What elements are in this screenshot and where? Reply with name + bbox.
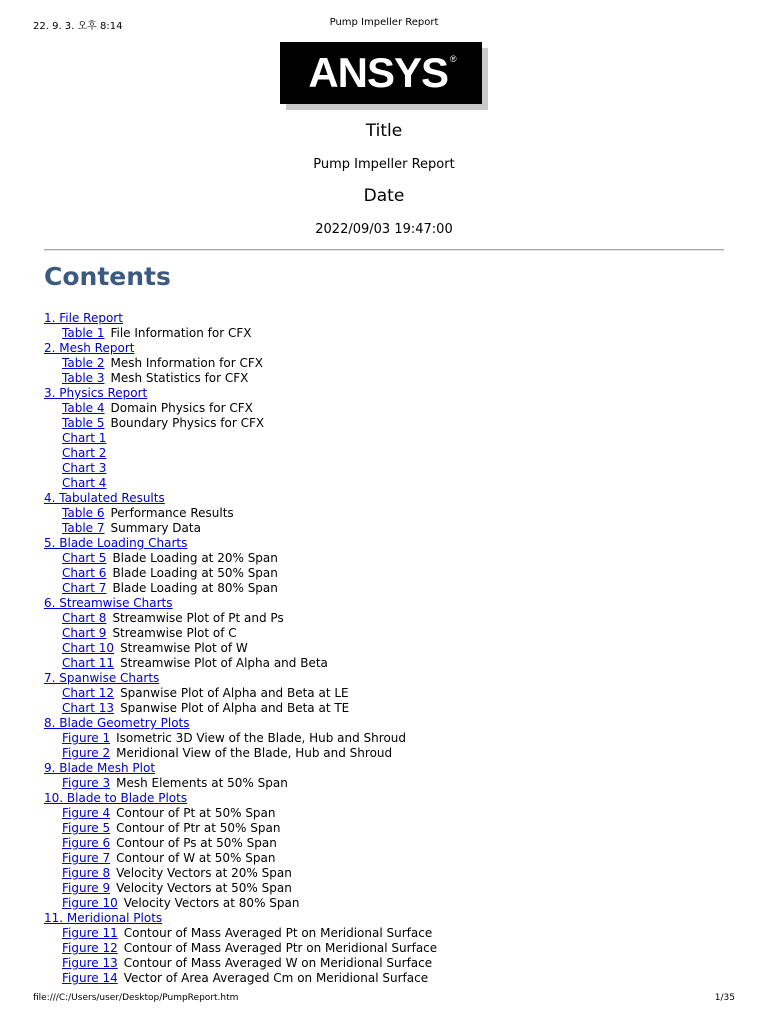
toc-subentry-link[interactable]: Chart 13 [62,701,115,715]
print-footer-path: file:///C:/Users/user/Desktop/PumpReport.htm [33,993,239,1003]
toc-subentry [44,776,734,791]
toc-subentry-link[interactable]: Table 5 [62,416,105,430]
toc-subentry-link[interactable]: Table 7 [62,521,105,535]
toc-entry-description: Isometric 3D View of the Blade, Hub and Shroud [116,731,407,745]
toc-subentry [44,476,734,491]
toc-subentry-link[interactable]: Chart 10 [62,641,115,655]
toc-entry-description: Summary Data [110,521,201,535]
toc-subentry-link[interactable]: Figure 8 [62,866,111,880]
toc-subentry [44,416,734,431]
toc-subentry-link[interactable]: Figure 5 [62,821,111,835]
toc-entry-description: Streamwise Plot of C [112,626,237,640]
toc-subentry [44,686,734,701]
toc-entry-description: Blade Loading at 20% Span [112,551,278,565]
toc-section [44,716,734,731]
title-label: Title [365,121,403,141]
toc-entry-description: Mesh Elements at 50% Span [116,776,288,790]
toc-subentry [44,521,734,536]
toc-section [44,671,734,686]
toc-entry-description: Mesh Statistics for CFX [110,371,249,385]
toc-subentry [44,611,734,626]
toc-section-link[interactable]: 2. Mesh Report [44,341,135,355]
toc-subentry [44,326,734,341]
toc-section [44,596,734,611]
logo-registered-mark: ® [450,54,456,64]
toc-subentry-link[interactable]: Table 4 [62,401,105,415]
toc-subentry-link[interactable]: Table 6 [62,506,105,520]
toc-section-link[interactable]: 1. File Report [44,311,123,325]
toc-entry-description: Boundary Physics for CFX [110,416,265,430]
toc-entry-description: Spanwise Plot of Alpha and Beta at TE [120,701,350,715]
toc-subentry [44,641,734,656]
toc-subentry [44,746,734,761]
horizontal-rule [44,249,724,251]
toc-subentry [44,971,734,986]
toc-section-link[interactable]: 9. Blade Mesh Plot [44,761,156,775]
print-header-datetime: 22. 9. 3. 오후 8:14 [33,21,123,32]
toc-subentry-link[interactable]: Figure 6 [62,836,111,850]
toc-subentry-link[interactable]: Chart 9 [62,626,107,640]
toc-subentry-link[interactable]: Chart 3 [62,461,107,475]
toc-section-link[interactable]: 7. Spanwise Charts [44,671,160,685]
toc-section [44,761,734,776]
toc-subentry [44,866,734,881]
toc-section-link[interactable]: 5. Blade Loading Charts [44,536,188,550]
toc-entry-description: Velocity Vectors at 80% Span [123,896,300,910]
toc-entry-description: Meridional View of the Blade, Hub and Shroud [116,746,393,760]
toc-section-link[interactable]: 3. Physics Report [44,386,148,400]
toc-subentry-link[interactable]: Chart 7 [62,581,107,595]
table-of-contents [44,311,734,986]
toc-subentry [44,431,734,446]
toc-subentry [44,551,734,566]
toc-subentry-link[interactable]: Chart 4 [62,476,107,490]
toc-subentry [44,701,734,716]
toc-section [44,911,734,926]
toc-entry-description: Streamwise Plot of Alpha and Beta [120,656,328,670]
toc-section [44,491,734,506]
toc-entry-description: Contour of Ptr at 50% Span [116,821,281,835]
toc-subentry [44,941,734,956]
toc-entry-description: Contour of Mass Averaged Ptr on Meridional Surface [123,941,438,955]
toc-subentry-link[interactable]: Chart 5 [62,551,107,565]
toc-entry-description: Streamwise Plot of Pt and Ps [112,611,284,625]
toc-section-link[interactable]: 11. Meridional Plots [44,911,163,925]
toc-subentry-link[interactable]: Chart 1 [62,431,107,445]
toc-subentry [44,896,734,911]
toc-subentry-link[interactable]: Chart 2 [62,446,107,460]
toc-entry-description: Spanwise Plot of Alpha and Beta at LE [120,686,349,700]
toc-entry-description: Contour of W at 50% Span [116,851,276,865]
toc-subentry-link[interactable]: Figure 12 [62,941,118,955]
toc-subentry-link[interactable]: Chart 6 [62,566,107,580]
toc-subentry-link[interactable]: Figure 10 [62,896,118,910]
toc-section-link[interactable]: 8. Blade Geometry Plots [44,716,190,730]
toc-subentry-link[interactable]: Chart 12 [62,686,115,700]
toc-subentry-link[interactable]: Table 1 [62,326,105,340]
toc-subentry [44,806,734,821]
logo-text: ANSYS [308,49,449,96]
print-footer-page: 1/35 [714,993,735,1003]
logo-box [280,42,482,104]
toc-subentry-link[interactable]: Table 3 [62,371,105,385]
toc-subentry-link[interactable]: Figure 13 [62,956,118,970]
toc-subentry [44,446,734,461]
toc-entry-description: Contour of Mass Averaged W on Meridional Surface [123,956,433,970]
report-date: 2022/09/03 19:47:00 [315,222,453,237]
toc-subentry [44,371,734,386]
toc-subentry-link[interactable]: Figure 7 [62,851,111,865]
toc-entry-description: Contour of Mass Averaged Pt on Meridional Surface [123,926,433,940]
toc-subentry [44,626,734,641]
toc-subentry-link[interactable]: Table 2 [62,356,105,370]
toc-entry-description: Vector of Area Averaged Cm on Meridional Surface [123,971,429,985]
date-label: Date [363,186,405,206]
toc-section-link[interactable]: 10. Blade to Blade Plots [44,791,188,805]
toc-subentry [44,461,734,476]
toc-subentry-link[interactable]: Figure 2 [62,746,111,760]
toc-subentry-link[interactable]: Figure 1 [62,731,111,745]
toc-entry-description: Velocity Vectors at 20% Span [116,866,292,880]
toc-subentry [44,581,734,596]
toc-subentry [44,356,734,371]
print-header-title: Pump Impeller Report [329,17,439,28]
toc-subentry [44,731,734,746]
toc-subentry [44,956,734,971]
ansys-logo [280,42,488,104]
toc-section [44,311,734,326]
toc-entry-description: Contour of Ps at 50% Span [116,836,277,850]
toc-subentry-link[interactable]: Chart 11 [62,656,115,670]
toc-entry-description: Domain Physics for CFX [110,401,253,415]
toc-subentry-link[interactable]: Figure 11 [62,926,118,940]
toc-subentry-link[interactable]: Figure 3 [62,776,111,790]
toc-subentry-link[interactable]: Figure 9 [62,881,111,895]
toc-subentry [44,836,734,851]
toc-entry-description: Blade Loading at 80% Span [112,581,278,595]
toc-subentry [44,566,734,581]
toc-entry-description: Blade Loading at 50% Span [112,566,278,580]
toc-subentry [44,926,734,941]
toc-section [44,536,734,551]
toc-subentry [44,656,734,671]
toc-entry-description: Contour of Pt at 50% Span [116,806,276,820]
toc-section-link[interactable]: 4. Tabulated Results [44,491,165,505]
toc-entry-description: Mesh Information for CFX [110,356,263,370]
toc-subentry [44,401,734,416]
toc-subentry [44,881,734,896]
toc-subentry [44,821,734,836]
toc-section [44,386,734,401]
toc-entry-description: Streamwise Plot of W [120,641,248,655]
toc-subentry-link[interactable]: Chart 8 [62,611,107,625]
toc-subentry [44,851,734,866]
toc-section [44,341,734,356]
contents-heading: Contents [44,262,171,291]
toc-subentry-link[interactable]: Figure 4 [62,806,111,820]
toc-entry-description: Velocity Vectors at 50% Span [116,881,292,895]
toc-subentry-link[interactable]: Figure 14 [62,971,118,985]
toc-entry-description: Performance Results [110,506,234,520]
toc-section-link[interactable]: 6. Streamwise Charts [44,596,173,610]
toc-entry-description: File Information for CFX [110,326,252,340]
toc-subentry [44,506,734,521]
toc-section [44,791,734,806]
report-title: Pump Impeller Report [313,157,455,172]
